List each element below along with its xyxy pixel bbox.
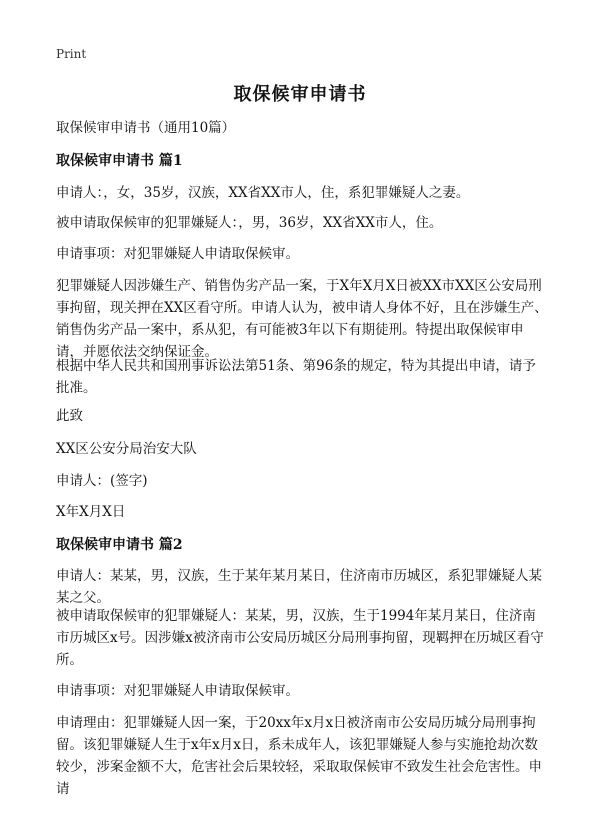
paragraph: 申请人：，女，35岁，汉族，XX省XX市人，住，系犯罪嫌疑人之妻。 [56, 185, 470, 201]
paragraph: 申请事项：对犯罪嫌疑人申请取保候审。 [56, 246, 299, 262]
print-label[interactable]: Print [56, 47, 87, 61]
paragraph: 犯罪嫌疑人因涉嫌生产、销售伪劣产品一案，于X年X月X日被XX市XX区公安局刑事拘留，现关押在XX区看守所。申请人认为，被申请人身体不好，且在涉嫌生产、销售伪劣产品一案中，系从犯，有可能被3年以下有期徒刑。特提出取保候审申请，并愿依法交纳保证金。 [56, 278, 548, 360]
document-subtitle: 取保候审申请书（通用10篇） [56, 120, 236, 136]
paragraph: 申请理由：犯罪嫌疑人因一案，于20xx年x月x日被济南市公安局历城分局刑事拘留。该犯罪嫌疑人生于x年x月x日，系未成年人，该犯罪嫌疑人参与实施抢劫次数较少，涉案金额不大，危害社会后果较轻，采取取保候审不致发生社会危害性。申请 [56, 715, 542, 797]
document-title: 取保候审申请书 [233, 84, 367, 105]
paragraph: XX区公安分局治安大队 [56, 441, 197, 457]
paragraph: 被申请取保候审的犯罪嫌疑人：某某，男，汉族，生于1994年某月某日，住济南市历城区x号。因涉嫌x被济南市公安局历城区分局刑事拘留，现羁押在历城区看守所。 [56, 608, 544, 668]
section-heading: 取保候审申请书 篇2 [56, 537, 183, 553]
paragraph: 申请人：(签字) [56, 473, 148, 489]
paragraph: X年X月X日 [56, 504, 126, 520]
paragraph: 被申请取保候审的犯罪嫌疑人：，男，36岁，XX省XX市人，住。 [56, 215, 443, 231]
paragraph: 申请人：某某，男，汉族，生于某年某月某日，住济南市历城区，系犯罪嫌疑人某某之父。 [56, 568, 542, 606]
paragraph: 申请事项：对犯罪嫌疑人申请取保候审。 [56, 683, 299, 699]
section-heading: 取保候审申请书 篇1 [56, 153, 183, 169]
paragraph: 此致 [56, 408, 83, 424]
paragraph: 根据中华人民共和国刑事诉讼法第51条、第96条的规定，特为其提出申请，请予批准。 [56, 358, 536, 396]
